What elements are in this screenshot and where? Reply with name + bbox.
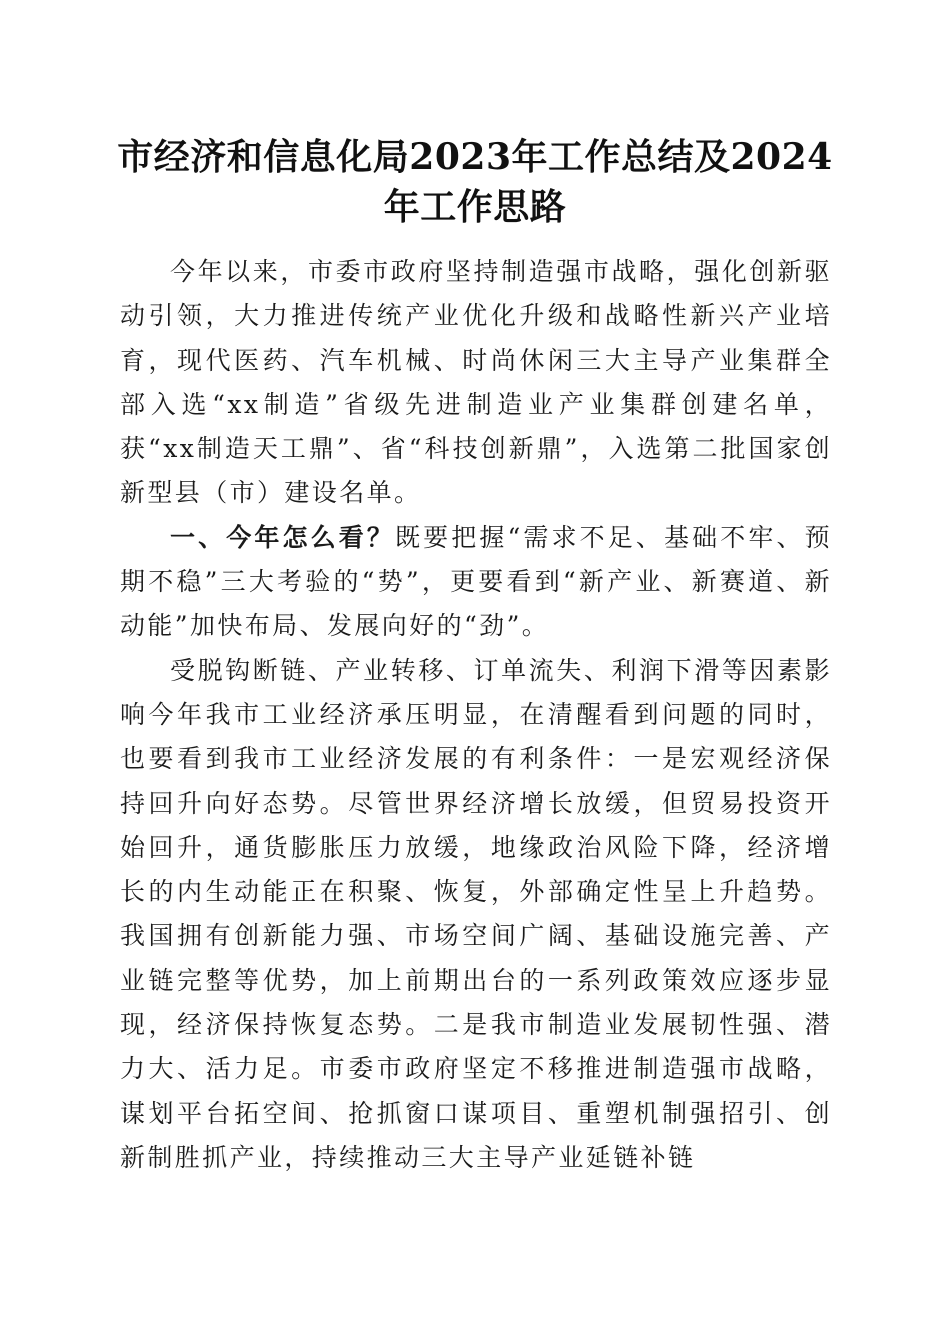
paragraph-analysis (120, 649, 832, 1181)
paragraph-section-1 (120, 516, 832, 649)
document-title: 市经济和信息化局2023年工作总结及2024年工作思路 (117, 136, 833, 228)
paragraph-section-1-text: 既要把握“需求不足、基础不牢、预期不稳”三大考验的“势”，更要看到“新产业、新赛道、新动能”加快布局、发展向好的“劲”。 (120, 522, 832, 641)
section-heading-1: 一、今年怎么看？ (170, 522, 395, 552)
paragraph-intro-text: 今年以来，市委市政府坚持制造强市战略，强化创新驱动引领，大力推进传统产业优化升级和战略性新兴产业培育，现代医药、汽车机械、时尚休闲三大主导产业集群全部入选“xx制造”省级先进制造业产业集群创建名单，获“xx制造天工鼎”、省“科技创新鼎”，入选第二批国家创新型县（市）建设名单。 (120, 257, 832, 508)
paragraph-analysis-text: 受脱钩断链、产业转移、订单流失、利润下滑等因素影响今年我市工业经济承压明显，在清醒看到问题的同时，也要看到我市工业经济发展的有利条件：一是宏观经济保持回升向好态势。尽管世界经济增长放缓，但贸易投资开始回升，通货膨胀压力放缓，地缘政治风险下降，经济增长的内生动能正在积聚、恢复，外部确定性呈上升趋势。我国拥有创新能力强、市场空间广阔、基础设施完善、产业链完整等优势，加上前期出台的一系列政策效应逐步显现，经济保持恢复态势。二是我市制造业发展韧性强、潜力大、活力足。市委市政府坚定不移推进制造强市战略，谋划平台拓空间、抢抓窗口谋项目、重塑机制强招引、创新制胜抓产业，持续推动三大主导产业延链补链 (120, 655, 832, 1172)
paragraph-intro (120, 250, 832, 516)
document-body (120, 250, 832, 1180)
